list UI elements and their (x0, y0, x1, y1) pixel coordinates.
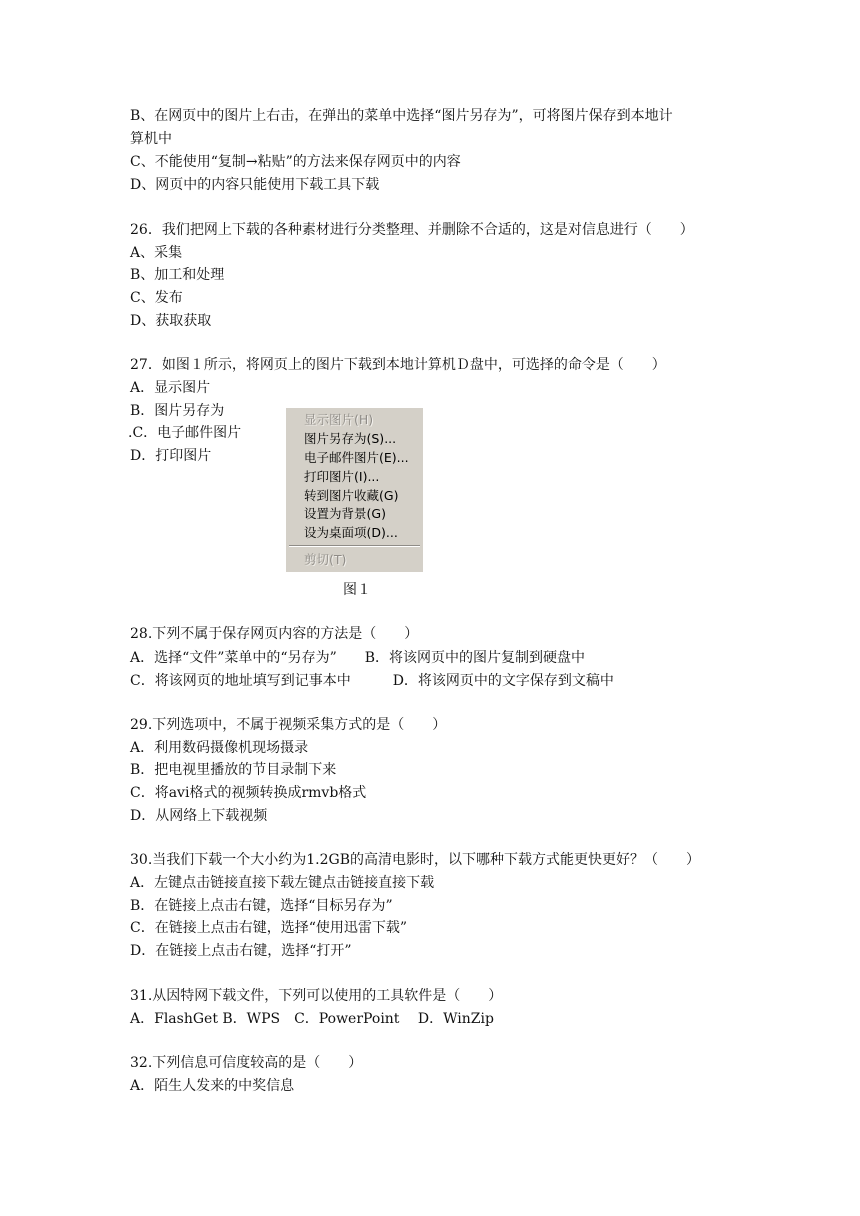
menu-item-show-picture: 显示图片(H) (304, 412, 374, 427)
context-menu-figure (286, 408, 423, 572)
q25-option-b-line2: 算机中 (130, 131, 172, 147)
menu-item-go-to-my-pictures: 转到图片收藏(G) (304, 488, 399, 503)
figure-caption: 图１ (343, 582, 371, 598)
q26-option-c: C、发布 (130, 290, 183, 306)
menu-item-print-picture: 打印图片(I)... (304, 469, 380, 484)
q27-option-a: A．显示图片 (130, 380, 211, 396)
q28-options-row1: A．选择“文件”菜单中的“另存为” B．将该网页中的图片复制到硬盘中 (130, 650, 586, 666)
menu-item-cut: 剪切(T) (304, 552, 347, 567)
q30-stem: 30.当我们下载一个大小约为1.2GB的高清电影时，以下哪种下载方式能更快更好？（ ） (130, 852, 700, 868)
menu-item-email-picture: 电子邮件图片(E)... (304, 450, 409, 465)
q29-option-b: B．把电视里播放的节目录制下来 (130, 762, 337, 778)
q28-options-row2: C．将该网页的地址填写到记事本中 D．将该网页中的文字保存到文稿中 (130, 673, 614, 689)
q29-option-c: C．将avi格式的视频转换成rmvb格式 (130, 785, 367, 801)
q26-option-a: A、采集 (130, 245, 183, 261)
q32-option-a: A．陌生人发来的中奖信息 (130, 1078, 295, 1094)
q27-option-d: D．打印图片 (130, 448, 212, 464)
q25-option-c: C、不能使用“复制→粘贴”的方法来保存网页中的内容 (130, 154, 461, 170)
q26-option-d: D、获取获取 (130, 313, 212, 329)
q26-stem: 26．我们把网上下载的各种素材进行分类整理、并删除不合适的，这是对信息进行（ ） (130, 222, 694, 238)
q25-option-d: D、网页中的内容只能使用下载工具下载 (130, 177, 380, 193)
q30-option-b: B．在链接上点击右键，选择“目标另存为” (130, 898, 393, 914)
q27-option-c: .C．电子邮件图片 (128, 425, 242, 441)
q29-option-a: A．利用数码摄像机现场摄录 (130, 740, 309, 756)
q25-option-b-line1: B、在网页中的图片上右击，在弹出的菜单中选择“图片另存为”，可将图片保存到本地计 (130, 108, 673, 124)
q31-options: A．FlashGet B．WPS C．PowerPoint D．WinZip (130, 1011, 494, 1027)
menu-item-set-as-desktop-item: 设为桌面项(D)... (304, 525, 398, 540)
q30-option-c: C．在链接上点击右键，选择“使用迅雷下载” (130, 920, 408, 936)
q31-stem: 31.从因特网下载文件，下列可以使用的工具软件是（ ） (130, 988, 503, 1004)
q27-option-b: B．图片另存为 (130, 403, 225, 419)
q30-option-a: A．左键点击链接直接下载左键点击链接直接下载 (130, 875, 435, 891)
q29-stem: 29.下列选项中，不属于视频采集方式的是（ ） (130, 717, 447, 733)
q30-option-d: D．在链接上点击右键，选择“打开” (130, 943, 352, 959)
q32-stem: 32.下列信息可信度较高的是（ ） (130, 1055, 363, 1071)
menu-separator (289, 545, 420, 547)
q27-stem: 27．如图１所示，将网页上的图片下载到本地计算机Ｄ盘中，可选择的命令是（ ） (130, 357, 666, 373)
q26-option-b: B、加工和处理 (130, 267, 225, 283)
q28-stem: 28.下列不属于保存网页内容的方法是（ ） (130, 626, 419, 642)
menu-item-set-as-background: 设置为背景(G) (304, 506, 386, 521)
q29-option-d: D．从网络上下载视频 (130, 808, 268, 824)
menu-item-save-picture-as: 图片另存为(S)... (304, 431, 397, 446)
